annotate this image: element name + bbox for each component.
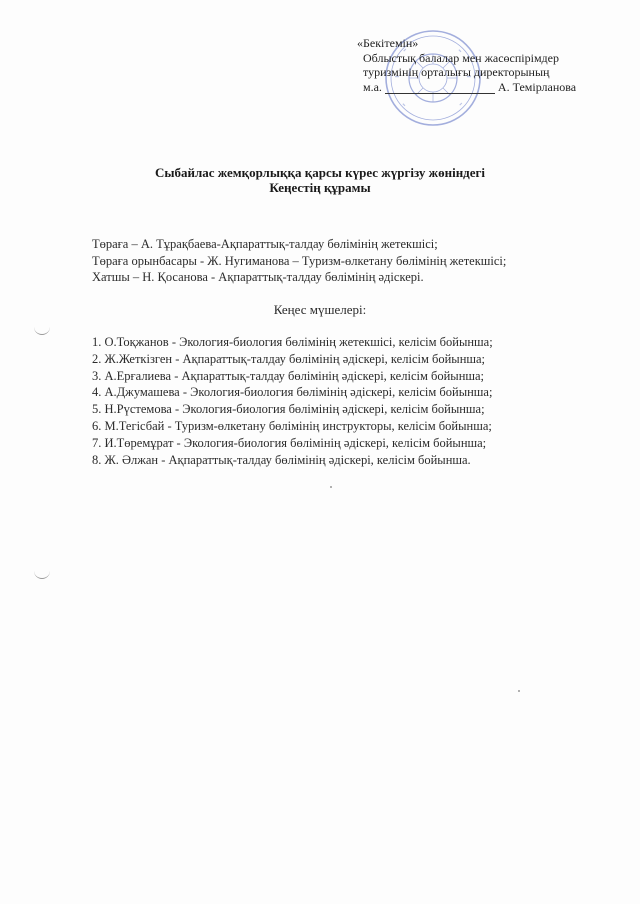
title-line-1: Сыбайлас жемқорлыққа қарсы күрес жүргізу жөніндегі — [154, 165, 486, 180]
member-item: 2. Ж.Жеткізген - Ақпараттық-талдау бөлімінің әдіскері, келісім бойынша; — [92, 351, 486, 366]
member-item: 3. А.Ерғалиева - Ақпараттық-талдау бөлімінің әдіскері, келісім бойынша; — [92, 368, 485, 383]
member-item: 5. Н.Рүстемова - Экология-биология бөлімінің әдіскері, келісім бойынша; — [92, 402, 485, 417]
member-item: 6. М.Тегісбай - Туризм-өлкетану бөлімінің инструкторы, келісім бойынша; — [92, 418, 492, 433]
deputy-chair-line: Төраға орынбасары - Ж. Нугиманова – Туризм-өлкетану бөлімінің жетекшісі; — [92, 253, 507, 268]
signatory-name: А. Темірланова — [497, 79, 577, 94]
secretary-line: Хатшы – Н. Қосанова - Ақпараттық-талдау бөлімінің әдіскері. — [92, 270, 424, 284]
scan-speck — [518, 690, 520, 692]
binder-hole-mark — [34, 570, 50, 579]
member-item: 1. О.Тоқжанов - Экология-биология бөлімінің жетекшісі, келісім бойынша; — [92, 335, 493, 349]
approval-block — [357, 36, 627, 94]
approval-org-line-1: Облыстық балалар мен жасөспірімдер — [363, 50, 559, 65]
member-item: 4. А.Джумашева - Экология-биология бөлімінің әдіскері, келісім бойынша; — [92, 385, 493, 400]
signature-row — [357, 80, 627, 95]
member-item: 7. И.Төремұрат - Экология-биология бөлімінің әдіскері, келісім бойынша; — [92, 435, 487, 450]
members-list — [92, 334, 632, 468]
approved-label: «Бекітемін» — [357, 36, 419, 50]
document-title — [0, 165, 640, 195]
chair-line: Төраға – А. Тұрақбаева-Ақпараттық-талдау бөлімінің жетекшісі; — [92, 237, 438, 251]
leadership-list — [92, 236, 632, 286]
binder-hole-mark — [34, 326, 50, 335]
acting-prefix: м.а. — [363, 79, 382, 94]
members-heading: Кеңес мүшелері: — [273, 302, 367, 317]
title-line-2: Кеңестің құрамы — [269, 180, 371, 195]
member-item: 8. Ж. Әлжан - Ақпараттық-талдау бөлімінің әдіскері, келісім бойынша. — [92, 452, 471, 467]
scan-speck — [330, 486, 332, 488]
approval-org-line-2: туризмінің орталығы директорының — [363, 65, 550, 79]
signature-line — [385, 83, 495, 94]
